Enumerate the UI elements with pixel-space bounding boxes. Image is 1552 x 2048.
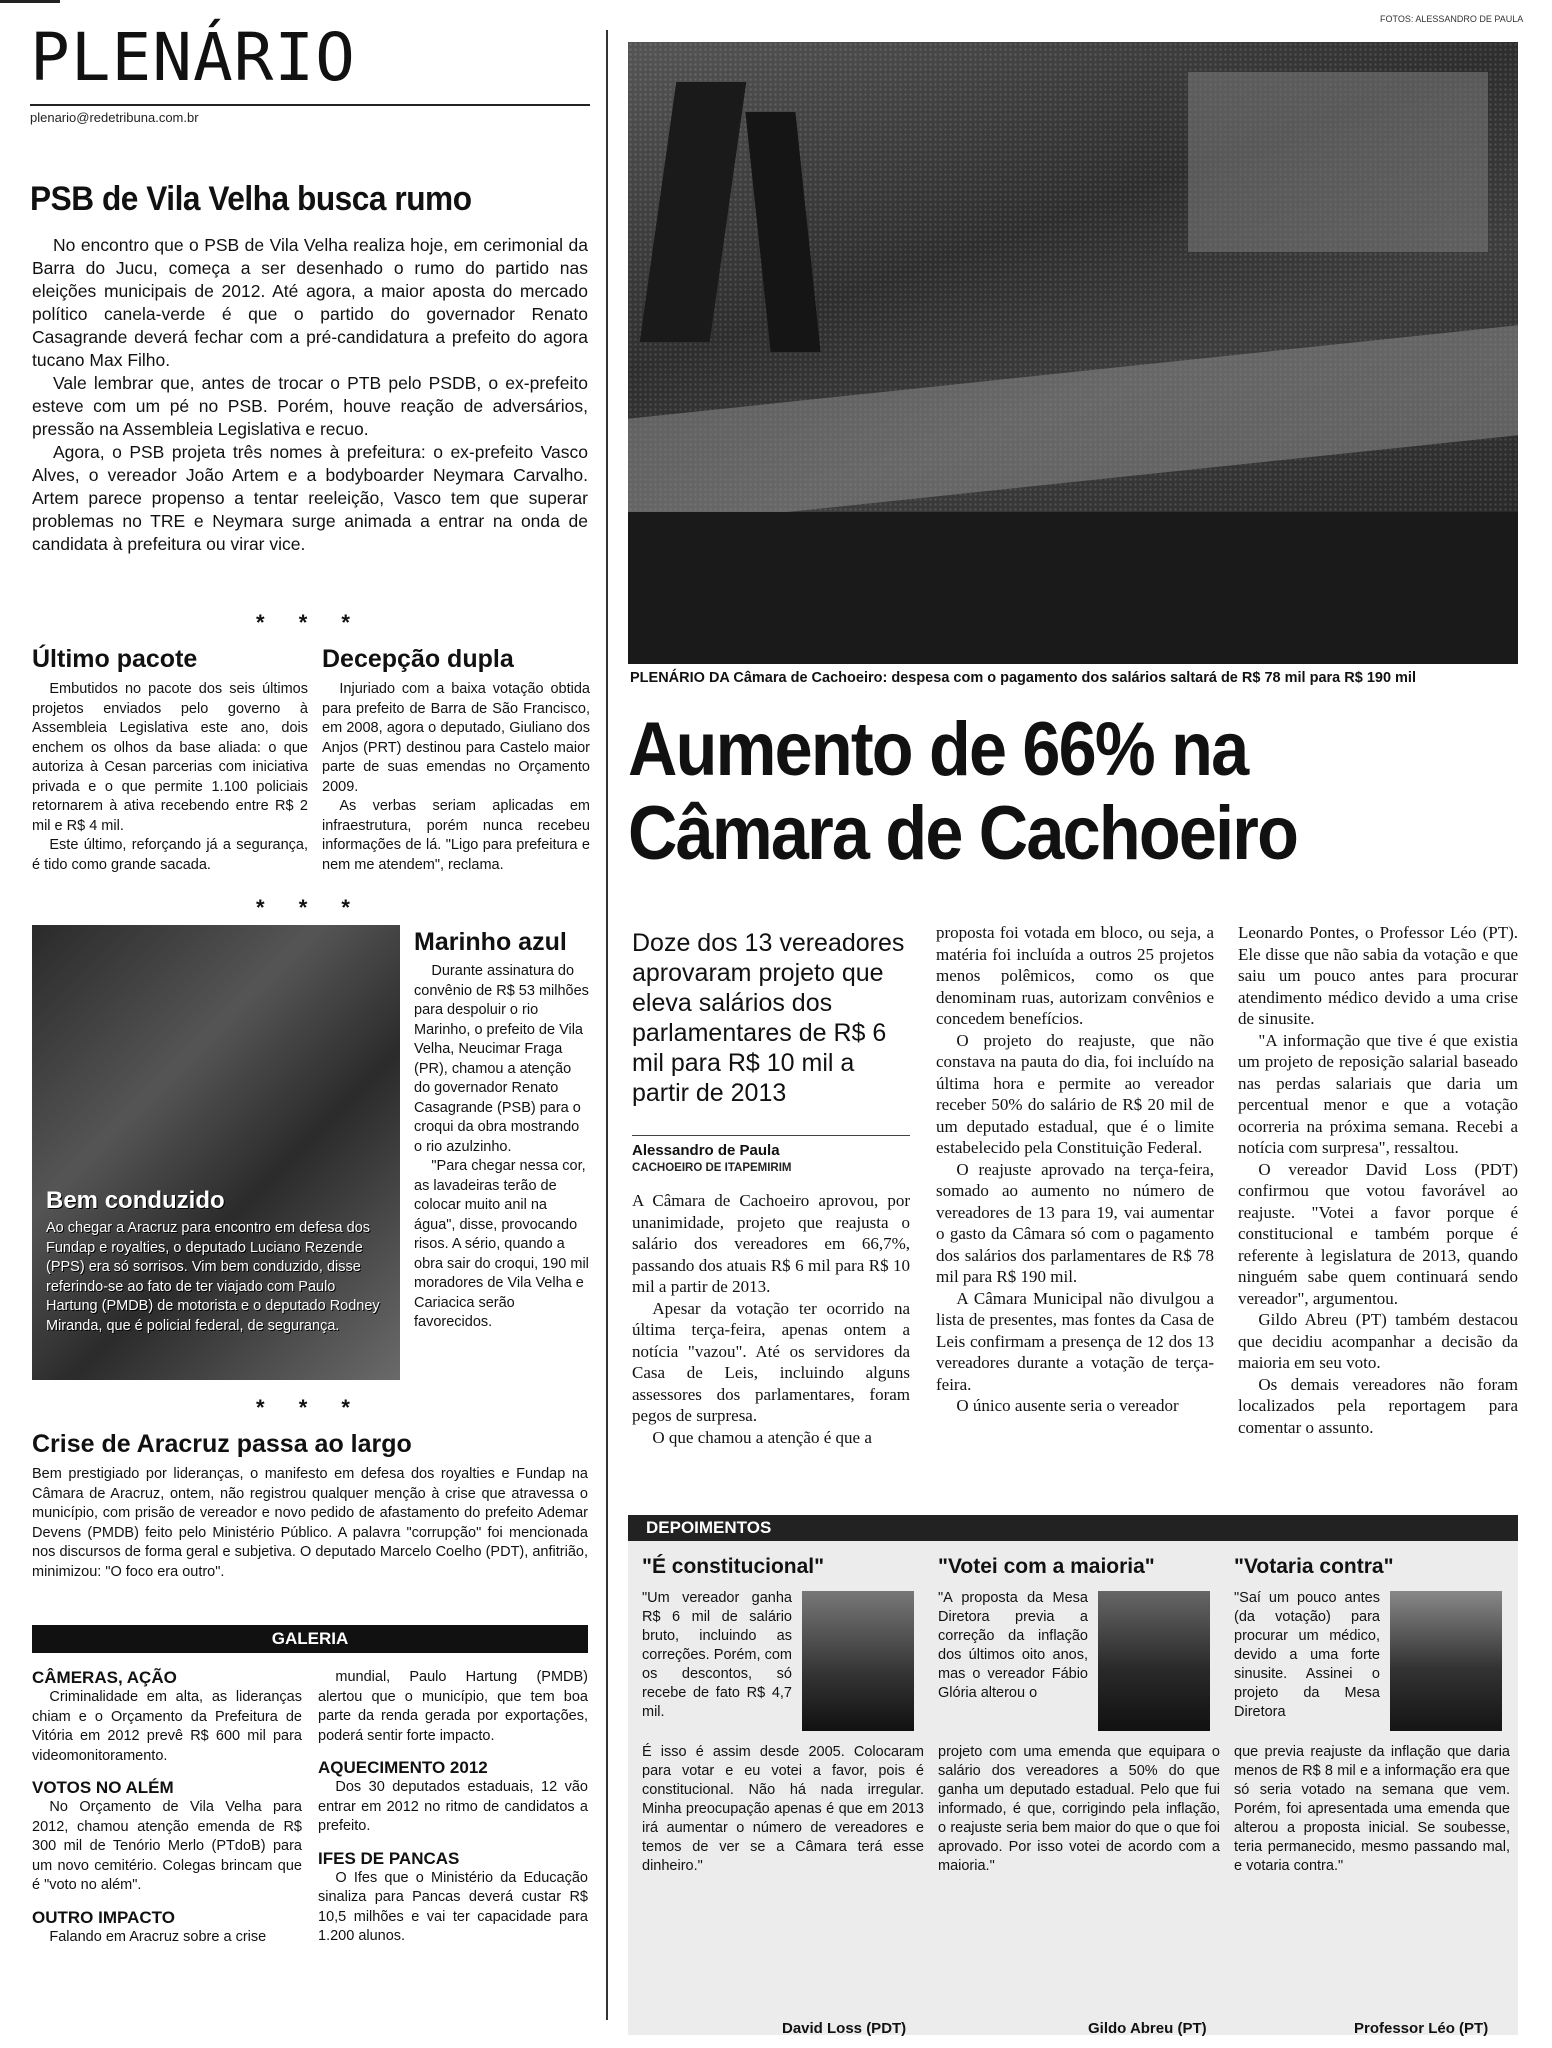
galeria-header: GALERIA bbox=[271, 1629, 349, 1648]
main-headline bbox=[628, 708, 1438, 876]
depoimento-signature: David Loss (PDT) bbox=[782, 2020, 907, 2037]
bem-conduzido-photo bbox=[32, 925, 400, 1380]
byline-rule bbox=[632, 1135, 910, 1136]
photo-credit: FOTOS: ALESSANDRO DE PAULA bbox=[1380, 14, 1524, 24]
subhead: Doze dos 13 vereadores aprovaram projeto que eleva salários dos parlamentares de R$ 6 mil para R$ 10 mil a partir de 2013 bbox=[632, 929, 905, 1107]
article-col-3 bbox=[1238, 922, 1518, 1438]
decepcao-body bbox=[322, 680, 590, 875]
ultimo-pacote-paragraph: Este último, reforçando já a segurança, é tido como grande sacada. bbox=[32, 837, 308, 873]
galeria-item-text: Falando em Aracruz sobre a crise bbox=[49, 1928, 267, 1945]
lead-paragraph: Agora, o PSB projeta três nomes à prefeitura: o ex-prefeito Vasco Alves, o vereador João Artem e a bodyboarder Neymara Carvalho. Artem parece propenso a tentar reeleição, Vasco tem que superar problemas no TRE e Neymara surge animada a entrar na onda de candidata à prefeitura ou virar vice. bbox=[32, 442, 588, 554]
photo-floor bbox=[628, 512, 1518, 664]
article-paragraph: proposta foi votada em bloco, ou seja, a matéria foi incluída a outros 25 projetos menos polêmicos, como os que denominam ruas, autorizam convênios e concedem benefícios. bbox=[936, 923, 1214, 1028]
galeria-item-title: AQUECIMENTO 2012 bbox=[318, 1758, 488, 1777]
article-col-2 bbox=[936, 922, 1214, 1417]
galeria-header-bar bbox=[32, 1625, 588, 1653]
header-rule bbox=[30, 104, 590, 106]
galeria-item-text: Dos 30 deputados estaduais, 12 vão entrar em 2012 no ritmo de candidatos a prefeito. bbox=[318, 1779, 588, 1834]
lead-headline: PSB de Vila Velha busca rumo bbox=[30, 180, 472, 218]
depoimento-text-bottom: É isso é assim desde 2005. Colocaram para votar e eu votei a favor, pois é constitucional. Não há nada irregular. Minha preocupação apenas é que em 2013 irá aumentar o número de vereadores e temos de ver se a Câmara terá esse dinheiro." bbox=[642, 1744, 924, 1874]
depoimento-title: "É constitucional" bbox=[642, 1555, 825, 1578]
article-col-1 bbox=[632, 1190, 910, 1448]
ultimo-pacote-paragraph: Embutidos no pacote dos seis últimos projetos enviados pelo governo à Assembleia Legislativa este ano, dois enchem os olhos da base aliada: o que autoriza à Cesan parcerias com iniciativa privada e o que permite 1.100 policiais retornarem à ativa recebendo entre R$ 2 mil e R$ 4 mil. bbox=[32, 681, 308, 834]
location: CACHOEIRO DE ITAPEMIRIM bbox=[632, 1162, 792, 1174]
marinho-body bbox=[414, 962, 590, 1333]
author: Alessandro de Paula bbox=[632, 1142, 780, 1159]
bem-conduzido-title: Bem conduzido bbox=[46, 1187, 225, 1214]
article-paragraph: A Câmara Municipal não divulgou a lista de presentes, mas fontes da Casa de Leis confirmam a presença de 12 dos 13 vereadores durante a votação de terça-feira. bbox=[936, 1288, 1214, 1394]
depoimento-title: "Votei com a maioria" bbox=[938, 1555, 1155, 1578]
separator-stars: * * * bbox=[256, 1395, 364, 1420]
caption-text: despesa com o pagamento dos salários saltará de R$ 78 mil para R$ 190 mil bbox=[891, 670, 1416, 686]
caption-label: PLENÁRIO DA Câmara de Cachoeiro: bbox=[630, 670, 888, 686]
galeria-col-right bbox=[318, 1668, 588, 1947]
decepcao-title: Decepção dupla bbox=[322, 645, 514, 673]
depoimento-portrait bbox=[1390, 1591, 1502, 1731]
depoimento-text-top: "Um vereador ganha R$ 6 mil de salário bruto, incluindo as correções. Porém, com os descontos, só recebe de fato R$ 4,7 mil. bbox=[642, 1590, 792, 1720]
photo-window bbox=[1188, 72, 1488, 252]
galeria-item-text: O Ifes que o Ministério da Educação sinaliza para Pancas deverá custar R$ 10,5 milhões e vai ter capacidade para 1.200 alunos. bbox=[318, 1869, 588, 1944]
galeria-item-text: mundial, Paulo Hartung (PMDB) alertou que o município, que tem boa parte da renda gerada por exportações, poderá sentir forte impacto. bbox=[318, 1669, 588, 1744]
section-title: PLENÁRIO bbox=[30, 19, 356, 96]
crise-text: Bem prestigiado por lideranças, o manifesto em defesa dos royalties e Fundap na Câmara de Aracruz, ontem, não registrou qualquer menção à crise que atravessa o município, com prisão de vereador e novo pedido de afastamento do prefeito Ademar Devens (PMDB) feito pelo Ministério Público. A palavra "corrupção" foi mencionada nos discursos de forma geral e subjetiva. O deputado Marcelo Coelho (PDT), anfitrião, minimizou: "O foco era outro". bbox=[32, 1466, 588, 1580]
depoimento-signature: Professor Léo (PT) bbox=[1354, 2020, 1489, 2037]
galeria-item-title: CÂMERAS, AÇÃO bbox=[32, 1668, 177, 1687]
article-paragraph: "A informação que tive é que existia um projeto de reposição salarial baseado nas perdas salariais que daria um percentual menor e que a votação ocorreria na próxima semana. Recebi a notícia com surpresa", ressaltou. bbox=[1238, 1030, 1518, 1157]
ultimo-pacote-title: Último pacote bbox=[32, 645, 198, 673]
depoimento-item bbox=[642, 1555, 924, 2037]
top-rule bbox=[0, 0, 60, 3]
article-paragraph: O que chamou a atenção é que a bbox=[652, 1427, 872, 1447]
lead-paragraph: Vale lembrar que, antes de trocar o PTB pelo PSDB, o ex-prefeito esteve com um pé no PSB. Porém, houve reação de adversários, pressão na Assembleia Legislativa e recuo. bbox=[32, 373, 588, 439]
decepcao-paragraph: Injuriado com a baixa votação obtida para prefeito de Barra de São Francisco, em 2008, agora o deputado, Giuliano dos Anjos (PRT) destinou para Castelo maior parte de suas emendas no Orçamento 2009. bbox=[322, 681, 590, 795]
galeria-item-text: No Orçamento de Vila Velha para 2012, chamou atenção emenda de R$ 300 mil de Tenório Merlo (PTdoB) para um novo cemitério. Colegas brincam que é "voto no além". bbox=[32, 1799, 302, 1893]
article-paragraph: O único ausente seria o vereador bbox=[956, 1396, 1179, 1415]
marinho-paragraph: Durante assinatura do convênio de R$ 53 milhões para despoluir o rio Marinho, o prefeito de Vila Velha, Neucimar Fraga (PR), chamou a atenção do governador Renato Casagrande (PSB) para o croqui da obra mostrando o rio azulzinho. bbox=[414, 963, 589, 1155]
galeria-item-text: Criminalidade em alta, as lideranças chiam e o Orçamento da Prefeitura de Vitória em 2012 prevê R$ 600 mil para videomonitoramento. bbox=[32, 1689, 302, 1764]
galeria-item-title: VOTOS NO ALÉM bbox=[32, 1778, 174, 1797]
depoimento-text-top: "A proposta da Mesa Diretora previa a correção da inflação dos últimos oito anos, mas o vereador Fábio Glória alterou o bbox=[938, 1590, 1088, 1701]
article-paragraph: Leonardo Pontes, o Professor Léo (PT). Ele disse que não sabia da votação e que saiu um pouco antes para procurar atendimento médico devido a uma crise de sinusite. bbox=[1238, 923, 1518, 1028]
galeria-col-left bbox=[32, 1668, 302, 1947]
galeria-item-title: IFES DE PANCAS bbox=[318, 1848, 460, 1868]
depoimento-signature: Gildo Abreu (PT) bbox=[1088, 2020, 1207, 2037]
bem-conduzido-text: Ao chegar a Aracruz para encontro em defesa dos Fundap e royalties, o deputado Luciano Rezende (PPS) era só sorrisos. Vim bem conduzido, disse referindo-se ao fato de ter viajado com Paulo Hartung (PMDB) de motorista e o deputado Rodney Miranda, que é policial federal, de segurança. bbox=[46, 1220, 380, 1334]
galeria-item-title: OUTRO IMPACTO bbox=[32, 1907, 175, 1927]
article-paragraph: O projeto do reajuste, que não constava na pauta do dia, foi incluído na última hora e permite ao vereador receber 50% do salário de R$ 20 mil de um deputado estadual, que é o limite estabelecido pela Constituição Federal. bbox=[936, 1030, 1214, 1157]
depoimentos-header: DEPOIMENTOS bbox=[646, 1518, 772, 1537]
lead-paragraph: No encontro que o PSB de Vila Velha realiza hoje, em cerimonial da Barra do Jucu, começa a ser desenhado o rumo do partido nas eleições municipais de 2012. Até agora, a maior aposta do mercado político canela-verde é que o partido do governador Renato Casagrande deverá fechar com a pré-candidatura a prefeito do agora tucano Max Filho. bbox=[32, 235, 588, 370]
depoimento-item bbox=[938, 1555, 1220, 2037]
depoimento-item bbox=[1234, 1555, 1510, 2037]
article-paragraph: Apesar da votação ter ocorrido na última terça-feira, apenas ontem a notícia "vazou". Até os servidores da Casa de Leis, incluindo alguns assessores dos parlamentares, foram pegos de surpresa. bbox=[632, 1298, 910, 1425]
crise-title: Crise de Aracruz passa ao largo bbox=[32, 1430, 412, 1458]
article-paragraph: O vereador David Loss (PDT) confirmou que votou favorável ao reajuste. "Votei a favor porque é constitucional e também porque é referente à legislatura de 2013, quando ninguém sabe quem continuará sendo vereador", argumentou. bbox=[1238, 1159, 1518, 1308]
lead-body bbox=[32, 234, 588, 556]
email: plenario@redetribuna.com.br bbox=[30, 110, 199, 125]
depoimento-text-bottom: projeto com uma emenda que equipara o salário dos vereadores a 50% do que ganha um deputado estadual. Pelo que fui informado, é que, corrigindo pela inflação, o reajuste seria bem maior do que o que foi aprovado. Por isso votei de acordo com a maioria." bbox=[938, 1744, 1220, 1874]
column-divider bbox=[606, 30, 608, 2020]
depoimento-portrait bbox=[1098, 1591, 1210, 1731]
depoimentos-box bbox=[628, 1515, 1518, 2035]
marinho-paragraph: "Para chegar nessa cor, as lavadeiras terão de colocar muito anil na água", disse, provocando risos. A sério, quando a obra sair do croqui, 190 mil moradores de Vila Velha e Cariacica serão favorecidos. bbox=[414, 1158, 589, 1330]
depoimentos-header-bar bbox=[628, 1515, 1518, 1541]
decepcao-paragraph: As verbas seriam aplicadas em infraestrutura, porém nunca recebeu informações de lá. "Ligo para prefeitura e nem me atendem", reclama. bbox=[322, 798, 590, 873]
headline-line: Câmara de Cachoeiro bbox=[628, 791, 1298, 876]
article-paragraph: Os demais vereadores não foram localizados pela reportagem para comentar o assunto. bbox=[1238, 1374, 1518, 1437]
photo-caption bbox=[630, 670, 1520, 686]
depoimento-title: "Votaria contra" bbox=[1234, 1555, 1394, 1578]
article-paragraph: Gildo Abreu (PT) também destacou que decidiu acompanhar a decisão da maioria em seu voto. bbox=[1238, 1310, 1518, 1372]
ultimo-pacote-body bbox=[32, 680, 308, 875]
article-paragraph: A Câmara de Cachoeiro aprovou, por unanimidade, projeto que reajusta o salário dos vereadores em 66,7%, passando dos atuais R$ 6 mil para R$ 10 mil a partir de 2013. bbox=[632, 1191, 910, 1296]
marinho-title: Marinho azul bbox=[414, 928, 567, 956]
main-photo bbox=[628, 42, 1518, 664]
article-paragraph: O reajuste aprovado na terça-feira, somado ao aumento no número de vereadores de 13 para 19, vai aumentar o gasto da Câmara só com o pagamento dos salários dos parlamentares de R$ 78 mil para R$ 190 mil. bbox=[936, 1159, 1214, 1286]
headline-line: Aumento de 66% na bbox=[628, 707, 1248, 792]
separator-stars: * * * bbox=[256, 610, 364, 635]
depoimento-text-top: "Saí um pouco antes (da votação) para procurar um médico, devido a uma forte sinusite. Assinei o projeto da Mesa Diretora bbox=[1234, 1590, 1380, 1720]
depoimento-text-bottom: que previa reajuste da inflação que daria menos de R$ 8 mil e a informação era que só seria votado na semana que vem. Porém, foi apresentada uma emenda que alterou a proposta inicial. Se soubesse, teria permanecido, mesmo passando mal, e votaria contra." bbox=[1234, 1744, 1510, 1874]
separator-stars: * * * bbox=[256, 895, 364, 920]
depoimento-portrait bbox=[802, 1591, 914, 1731]
